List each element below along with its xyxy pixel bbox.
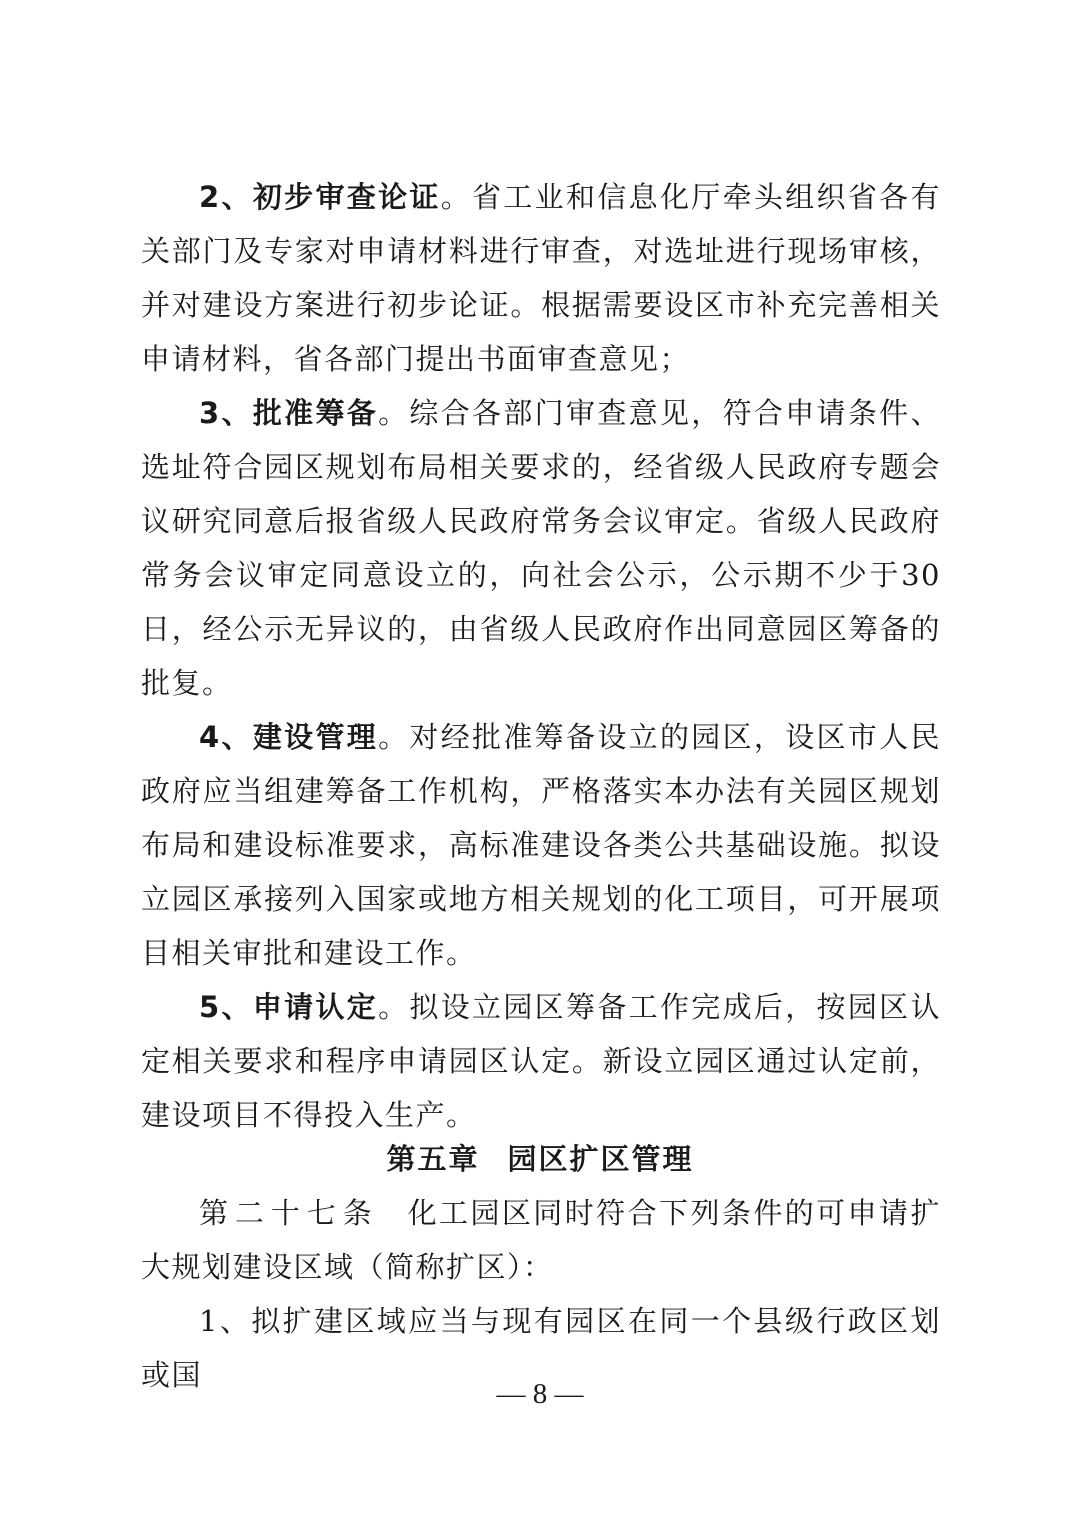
paragraph-text: 。省工业和信息化厅牵头组织省各有关部门及专家对申请材料进行审查，对选址进行现场审核，并对建设方案进行初步论证。根据需要设区市补充完善相关申请材料，省各部门提出书面审查意见； bbox=[141, 180, 941, 376]
paragraph-text: 。综合各部门审查意见，符合申请条件、选址符合园区规划布局相关要求的，经省级人民政府专题会议研究同意后报省级人民政府常务会议审定。省级人民政府常务会议审定同意设立的，向社会公示，公示期不少于30日，经公示无异议的，由省级人民政府作出同意园区筹备的批复。 bbox=[141, 396, 941, 700]
paragraph-lead: 5、申请认定 bbox=[199, 990, 379, 1024]
paragraph-lead: 4、建设管理 bbox=[199, 720, 379, 754]
item-text: 1、拟扩建区域应当与现有园区在同一个县级行政区划或国 bbox=[141, 1304, 941, 1392]
page-number: — 8 — bbox=[496, 1378, 584, 1410]
paragraph-lead: 3、批准筹备 bbox=[199, 396, 379, 430]
article-label: 第二十七条 bbox=[199, 1196, 379, 1230]
paragraph-approval-preparation bbox=[141, 386, 941, 710]
paragraph-lead: 2、初步审查论证 bbox=[199, 180, 441, 214]
chapter-title-text: 园区扩区管理 bbox=[507, 1142, 694, 1176]
paragraph-construction-management bbox=[141, 710, 941, 980]
paragraph-text: 。拟设立园区筹备工作完成后，按园区认定相关要求和程序申请园区认定。新设立园区通过认定前，建设项目不得投入生产。 bbox=[141, 990, 941, 1132]
paragraph-text: 。对经批准筹备设立的园区，设区市人民政府应当组建筹备工作机构，严格落实本办法有关园区规划布局和建设标准要求，高标准建设各类公共基础设施。拟设立园区承接列入国家或地方相关规划的化工项目，可开展项目相关审批和建设工作。 bbox=[141, 720, 941, 970]
body-text bbox=[141, 170, 941, 1142]
chapter-number: 第五章 bbox=[386, 1142, 480, 1176]
chapter-heading bbox=[0, 1137, 1080, 1178]
article-27 bbox=[141, 1186, 941, 1294]
paragraph-preliminary-review bbox=[141, 170, 941, 386]
article-section bbox=[141, 1186, 941, 1402]
article-text: 化工园区同时符合下列条件的可申请扩大规划建设区域（简称扩区）： bbox=[141, 1196, 941, 1284]
paragraph-apply-certification bbox=[141, 980, 941, 1142]
